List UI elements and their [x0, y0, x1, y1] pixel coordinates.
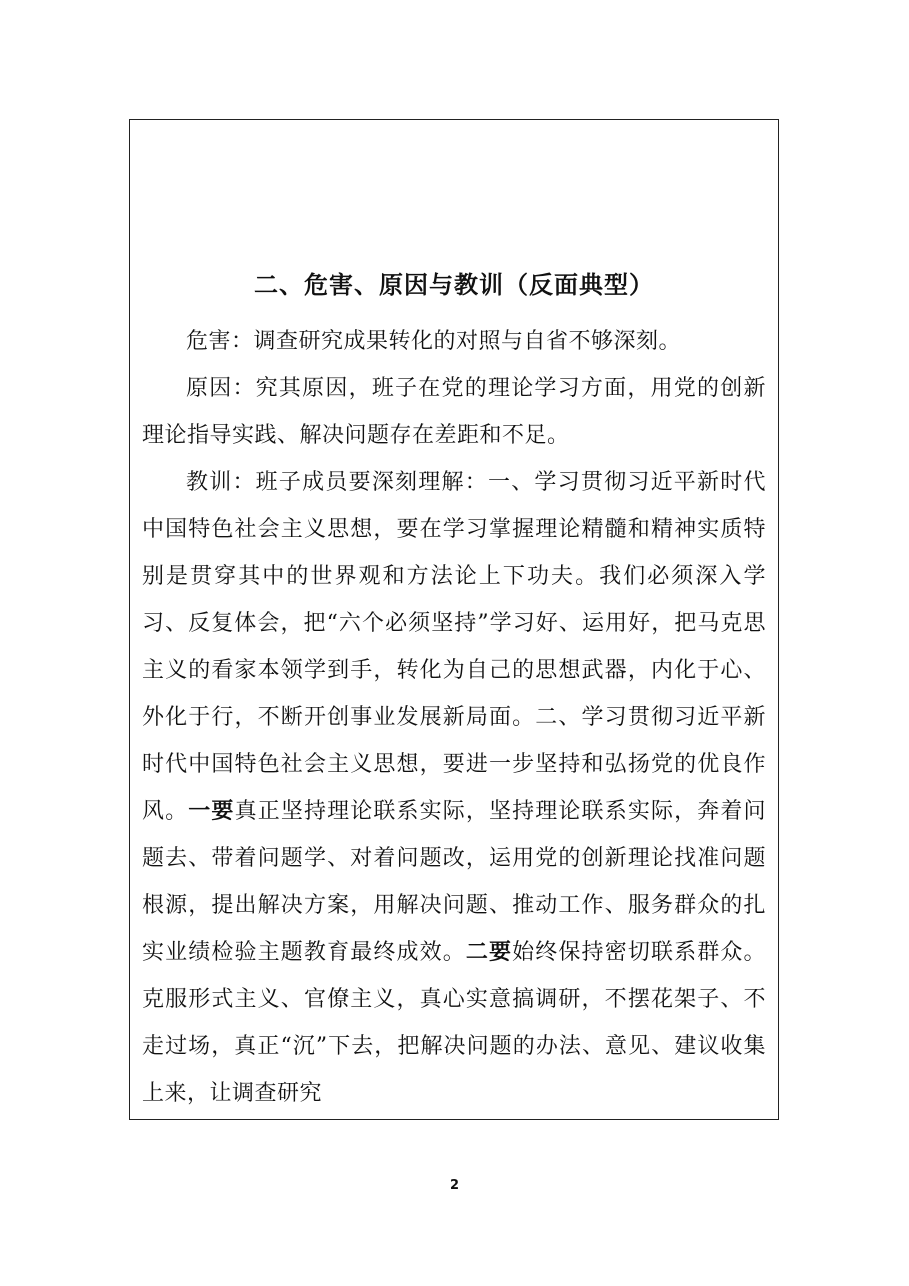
paragraph-harm: 危害：调查研究成果转化的对照与自省不够深刻。: [186, 329, 682, 354]
page-number: 2: [449, 1178, 460, 1193]
lesson-text-3: 始终保持密切联系群众。克服形式主义、官僚主义，真心实意搞调研，不摆花架子、不走过场，真正“沉”下去，把解决问题的办法、意见、建议收集上来，让调查研究: [142, 940, 766, 1106]
paragraph-lesson: [142, 459, 766, 1117]
document-body: [142, 270, 766, 1117]
lesson-bold-2: 二要: [465, 939, 513, 965]
section-heading: 二、危害、原因与教训（反面典型）: [254, 271, 654, 299]
lesson-text-1: 教训：班子成员要深刻理解：一、学习贯彻习近平新时代中国特色社会主义思想，要在学习掌握理论精髓和精神实质特别是贯穿其中的世界观和方法论上下功夫。我们必须深入学习、反复体会，把“六个必须坚持”学习好、运用好，把马克思主义的看家本领学到手，转化为自己的思想武器，内化于心、外化于行，不断开创事业发展新局面。二、学习贯彻习近平新时代中国特色社会主义思想，要进一步坚持和弘扬党的优良作风。: [142, 470, 766, 824]
table-frame: [129, 119, 779, 1120]
lesson-text-2: 真正坚持理论联系实际，坚持理论联系实际，奔着问题去、带着问题学、对着问题改，运用党的创新理论找准问题根源，提出解决方案，用解决问题、推动工作、服务群众的扎实业绩检验主题教育最终成效。: [142, 799, 766, 965]
lesson-bold-1: 一要: [188, 798, 235, 824]
paragraph-cause: 原因：究其原因，班子在党的理论学习方面，用党的创新理论指导实践、解决问题存在差距和不足。: [142, 376, 766, 448]
